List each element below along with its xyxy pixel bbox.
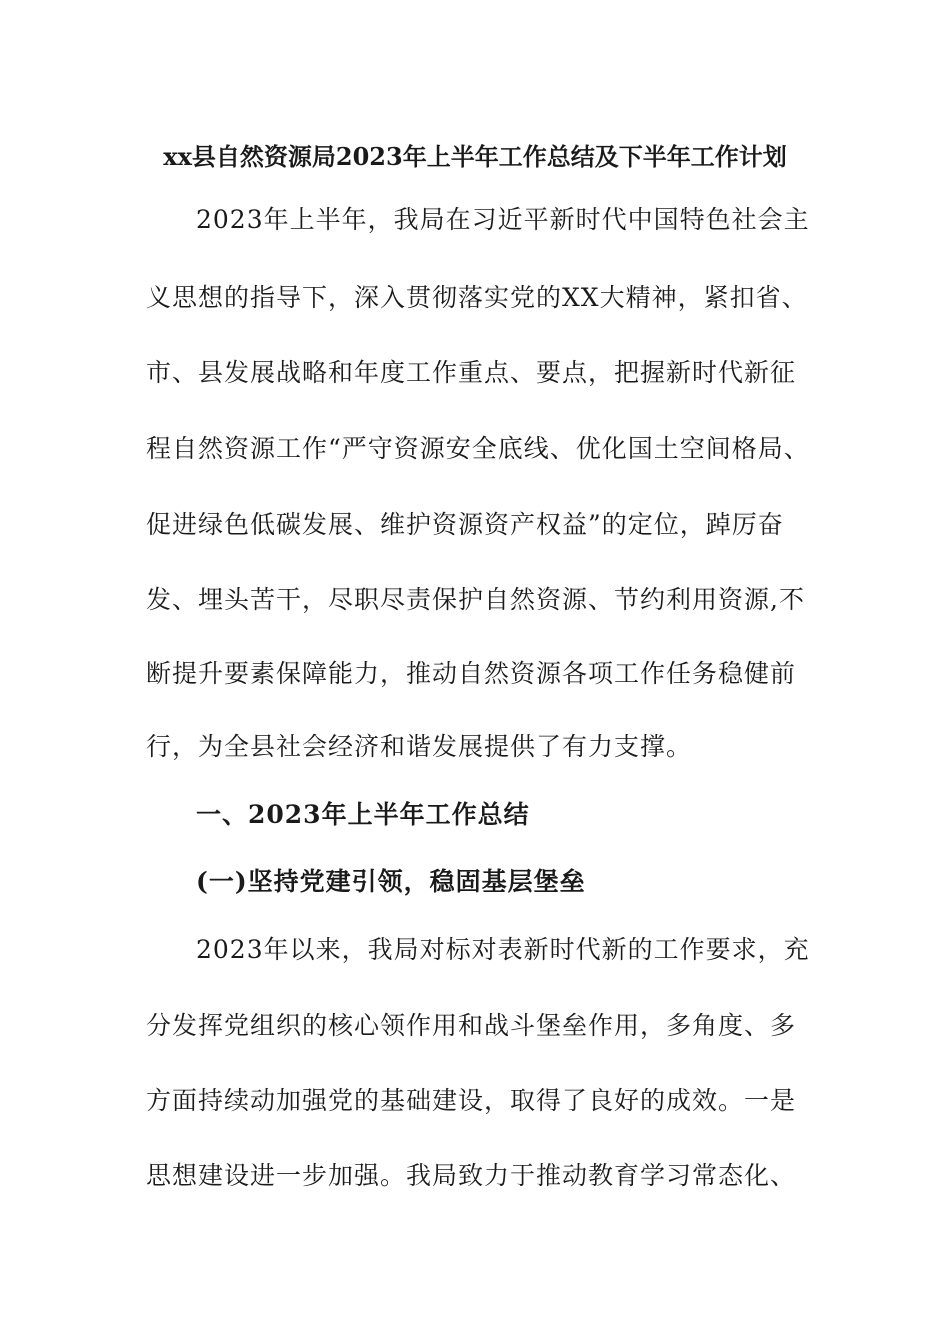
document-title: xx县自然资源局2023年上半年工作总结及下半年工作计划 bbox=[163, 142, 787, 171]
intro-line-5: 促进绿色低碳发展、维护资源资产权益”的定位，踔厉奋 bbox=[146, 510, 784, 539]
intro-line-3: 市、县发展战略和年度工作重点、要点，把握新时代新征 bbox=[146, 358, 797, 387]
section-heading: 一、2023年上半年工作总结 bbox=[196, 800, 530, 829]
intro-line-7: 断提升要素保障能力，推动自然资源各项工作任务稳健前 bbox=[146, 659, 797, 688]
body-line-4: 思想建设进一步加强。我局致力于推动教育学习常态化、 bbox=[146, 1161, 797, 1190]
body-line-1: 2023年以来，我局对标对表新时代新的工作要求，充 bbox=[196, 935, 810, 964]
intro-line-4: 程自然资源工作“严守资源安全底线、优化国土空间格局、 bbox=[146, 434, 810, 463]
body-line-2: 分发挥党组织的核心领作用和战斗堡垒作用，多角度、多 bbox=[146, 1011, 797, 1040]
intro-line-8: 行，为全县社会经济和谐发展提供了有力支撑。 bbox=[146, 732, 693, 761]
subsection-heading: (一)坚持党建引领，稳固基层堡垒 bbox=[196, 867, 586, 896]
intro-line-2: 义思想的指导下，深入贯彻落实党的XX大精神，紧扣省、 bbox=[146, 283, 808, 312]
body-line-3: 方面持续动加强党的基础建设，取得了良好的成效。一是 bbox=[146, 1086, 797, 1115]
intro-line-6: 发、埋头苦干，尽职尽责保护自然资源、节约利用资源,不 bbox=[146, 585, 805, 614]
intro-line-1: 2023年上半年，我局在习近平新时代中国特色社会主 bbox=[196, 205, 810, 234]
